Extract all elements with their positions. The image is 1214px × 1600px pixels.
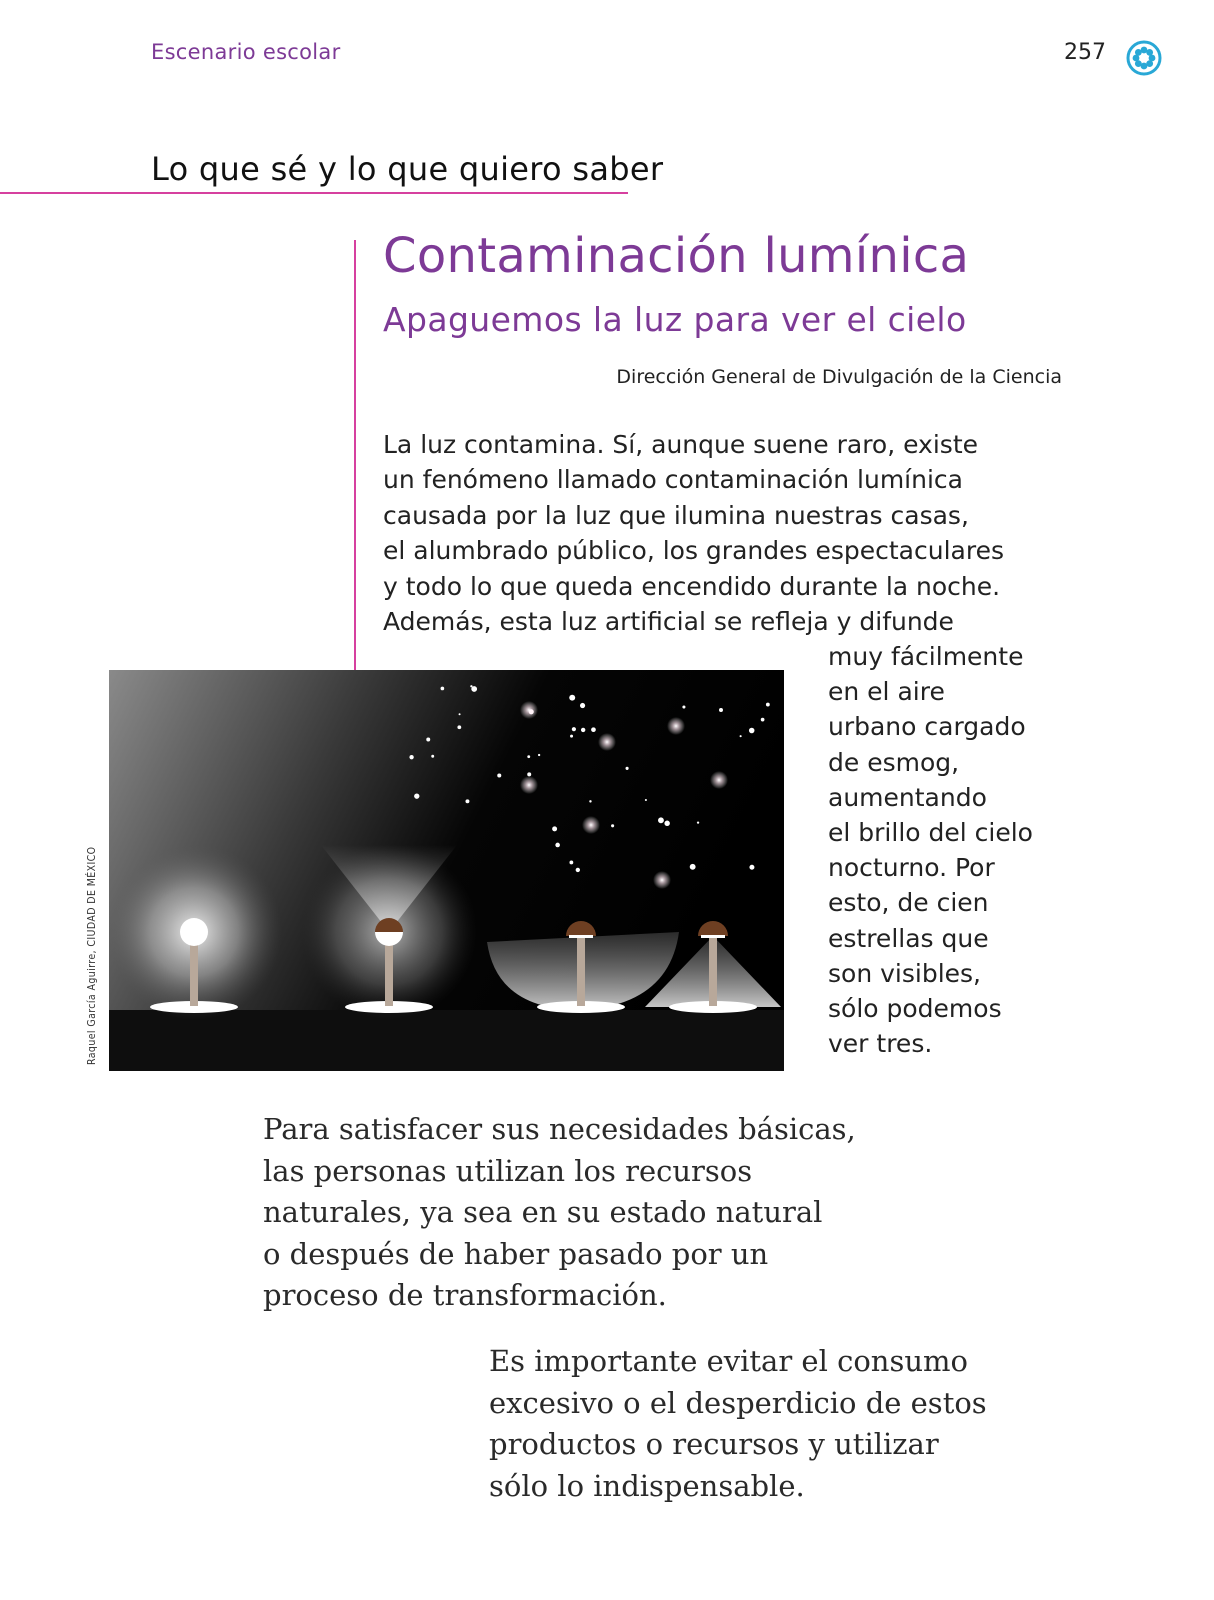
article-author: Dirección General de Divulgación de la Ciencia <box>616 366 1062 388</box>
note-line: Es importante evitar el consumo <box>489 1344 968 1378</box>
body-line: y todo lo que queda encendido durante la noche. <box>383 571 1001 601</box>
body-line: causada por la luz que ilumina nuestras casas, <box>383 500 969 530</box>
illustration-credit: Raquel García Aguirre, CIUDAD DE MÉXICO <box>86 846 98 1065</box>
section-title-rule <box>0 192 628 194</box>
note-line: Para satisfacer sus necesidades básicas, <box>263 1112 856 1146</box>
article-body-wrap <box>828 639 1033 1061</box>
wrap-line: aumentando <box>828 782 987 812</box>
wrap-line: estrellas que <box>828 923 989 953</box>
wrap-line: esto, de cien <box>828 888 989 918</box>
gear-flower-icon <box>1126 40 1162 76</box>
wrap-line: nocturno. Por <box>828 853 995 883</box>
body-line: La luz contamina. Sí, aunque suene raro, existe <box>383 430 979 459</box>
article-vertical-rule <box>354 240 356 672</box>
body-line: un fenómeno llamado contaminación lumínica <box>383 465 963 495</box>
wrap-line: urbano cargado <box>828 712 1026 742</box>
wrap-line: el brillo del cielo <box>828 817 1033 847</box>
page-number: 257 <box>1064 40 1106 65</box>
section-title: Lo que sé y lo que quiero saber <box>151 150 664 188</box>
article-body <box>383 427 1004 639</box>
note-line: excesivo o el desperdicio de estos <box>489 1385 987 1420</box>
wrap-line: ver tres. <box>828 1029 933 1059</box>
body-line: el alumbrado público, los grandes espectaculares <box>383 536 1004 566</box>
body-line: Además, esta luz artificial se refleja y difunde <box>383 606 954 636</box>
wrap-line: de esmog, <box>828 747 960 777</box>
wrap-line: son visibles, <box>828 958 981 988</box>
light-pollution-illustration <box>109 670 784 1071</box>
article-subtitle: Apaguemos la luz para ver el cielo <box>383 300 967 339</box>
note-line: sólo lo indispensable. <box>489 1468 805 1503</box>
note-text <box>263 1109 856 1317</box>
note-text <box>489 1341 987 1507</box>
wrap-line: sólo podemos <box>828 993 1002 1023</box>
article-title: Contaminación lumínica <box>383 228 970 284</box>
note-line: las personas utilizan los recursos <box>263 1153 753 1188</box>
note-line: naturales, ya sea en su estado natural <box>263 1195 823 1229</box>
note-line: productos o recursos y utilizar <box>489 1427 939 1461</box>
header-section-label: Escenario escolar <box>151 40 341 64</box>
wrap-line: muy fácilmente <box>828 642 1024 671</box>
wrap-line: en el aire <box>828 677 945 707</box>
note-line: o después de haber pasado por un <box>263 1236 769 1271</box>
note-line: proceso de transformación. <box>263 1278 667 1312</box>
